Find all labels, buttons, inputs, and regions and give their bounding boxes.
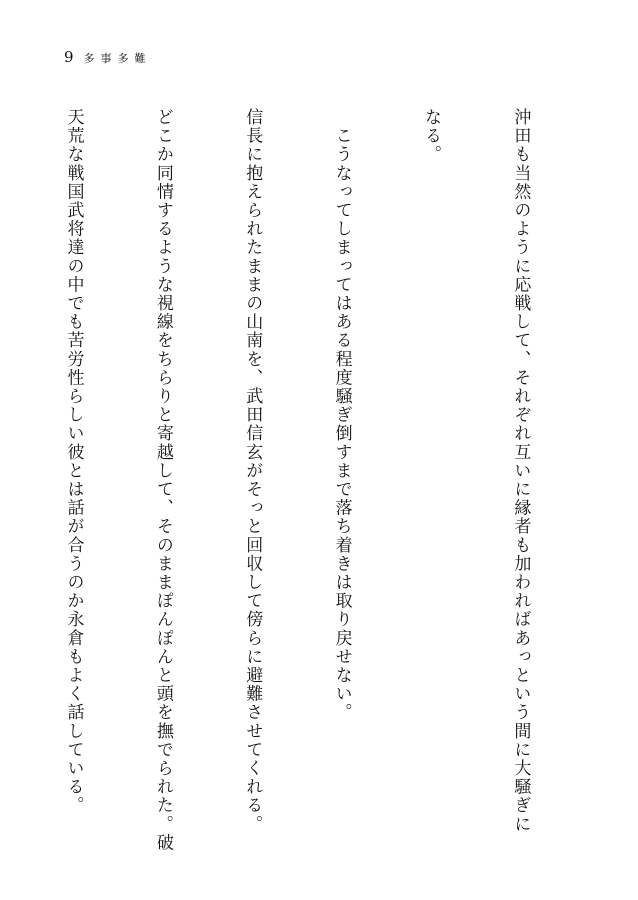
page-header — [64, 48, 152, 66]
text-line: 天荒な戦国武将達の中でも苦労性らしい彼とは話が合うのか永倉もよく話している。 — [63, 108, 84, 815]
text-line: 沖田も当然のように応戦して、それぞれ互いに縁者も加わればあっという間に大騒ぎに — [510, 108, 531, 834]
text-line: どこか同情するような視線をちらりと寄越して、そのままぽんぽんと頭を撫でられた。破 — [152, 108, 173, 852]
page-number: 9 — [64, 48, 74, 66]
text-line: なる。 — [421, 108, 442, 164]
text-line: こうなってしまってはある程度騒ぎ倒すまで落ち着きは取り戻せない。 — [331, 108, 352, 722]
chapter-title: 多事多難 — [83, 52, 152, 65]
vertical-text-body — [0, 108, 594, 878]
text-line: 信長に抱えられたままの山南を、武田信玄がそっと回収して傍らに避難させてくれる。 — [242, 108, 263, 834]
